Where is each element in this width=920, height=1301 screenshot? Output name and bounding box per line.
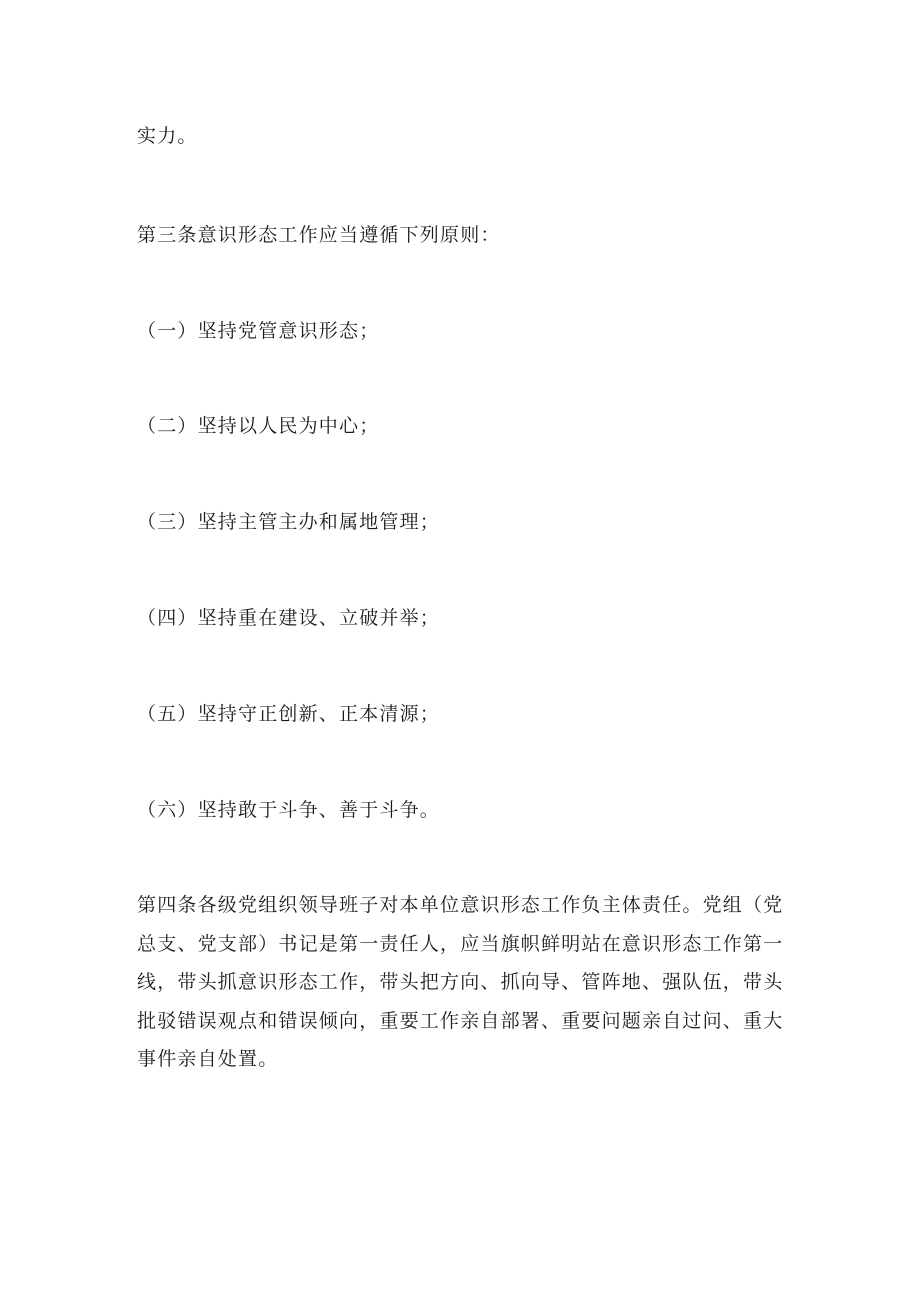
article-4-line: 线，带头抓意识形态工作，带头把方向、抓向导、管阵地、强队伍，带头 [137,971,784,993]
text-line-continuation: 实力。 [137,125,198,147]
article-4-paragraph [137,893,782,1086]
principle-6: （六）坚持敢于斗争、善于斗争。 [137,799,441,821]
article-4-line: 总支、党支部）书记是第一责任人，应当旗帜鲜明站在意识形态工作第一 [137,932,784,955]
article-4-line: 事件亲自处置。 [137,1048,279,1070]
principle-4: （四）坚持重在建设、立破并举； [137,607,441,629]
article-4-line: 批驳错误观点和错误倾向，重要工作亲自部署、重要问题亲自过问、重大 [137,1009,784,1032]
principle-2: （二）坚持以人民为中心； [137,415,380,437]
principle-5: （五）坚持守正创新、正本清源； [137,703,441,725]
principle-1: （一）坚持党管意识形态； [137,320,380,342]
principle-3: （三）坚持主管主办和属地管理； [137,511,441,533]
article-3-heading: 第三条意识形态工作应当遵循下列原则： [137,224,501,246]
article-4-line: 第四条各级党组织领导班子对本单位意识形态工作负主体责任。党组（党 [137,894,784,916]
